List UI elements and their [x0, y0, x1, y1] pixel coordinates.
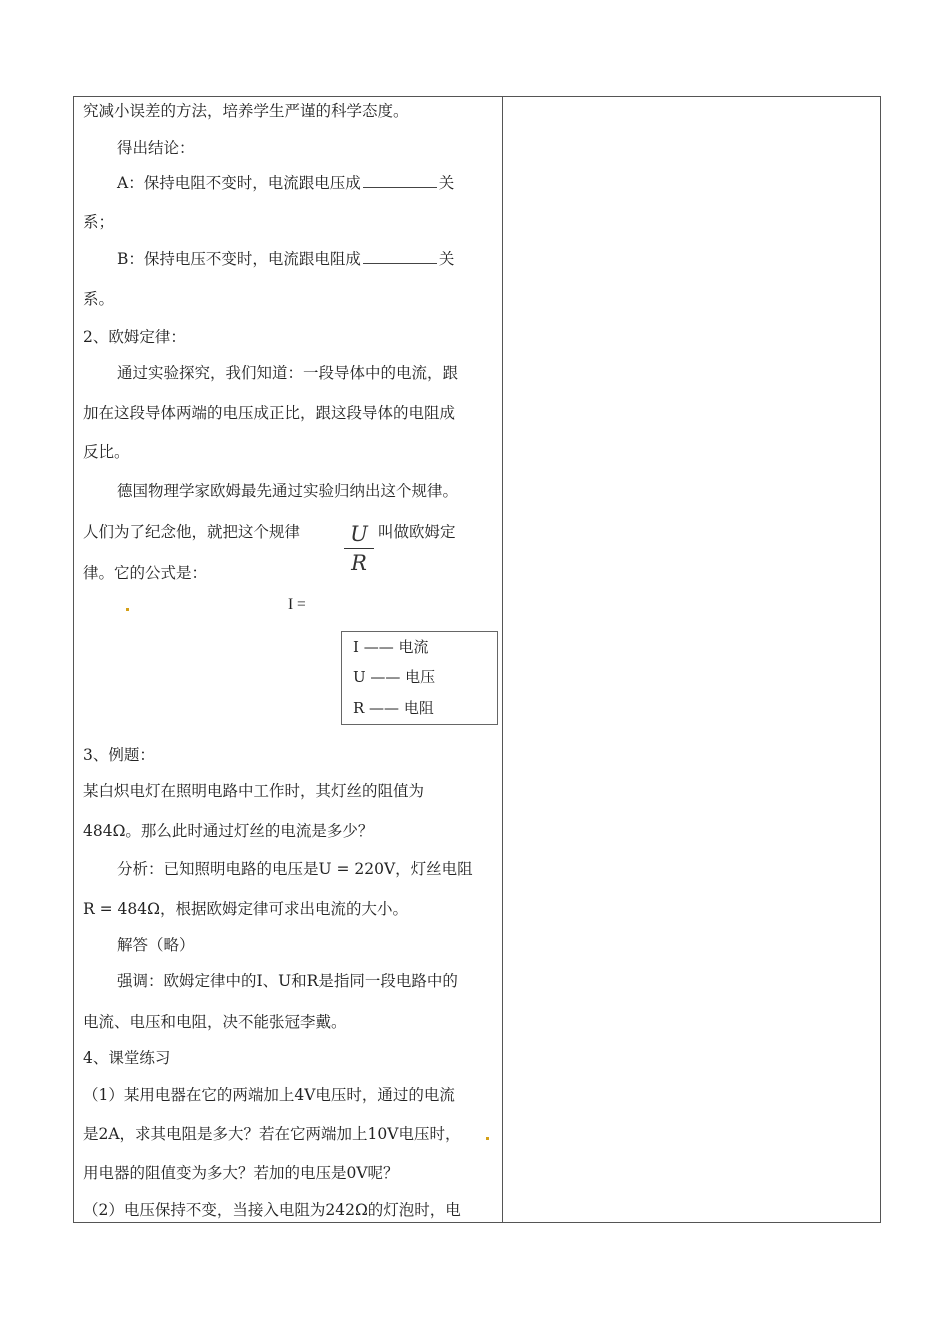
text-line: 系。 — [83, 290, 115, 308]
formula-lhs: I = — [288, 596, 306, 613]
fraction-bar — [344, 548, 374, 549]
fill-blank[interactable] — [363, 173, 437, 188]
section-heading: 4、课堂练习 — [83, 1049, 171, 1067]
text-line: 484Ω。那么此时通过灯丝的电流是多少？ — [83, 822, 374, 840]
text-line: 强调：欧姆定律中的I、U和R是指同一段电路中的 — [117, 972, 458, 990]
symbol-legend-box — [341, 631, 498, 725]
text-line: 用电器的阻值变为多大？若加的电压是0V呢？ — [83, 1164, 399, 1182]
formula-numerator: U — [350, 522, 368, 546]
text-line: 系； — [83, 213, 115, 231]
lesson-table — [73, 96, 881, 1223]
text-line: 反比。 — [83, 443, 130, 461]
text-line: 是2A，求其电阻是多大？若在它两端加上10V电压时， — [83, 1125, 461, 1143]
text-line: （1）某用电器在它的两端加上4V电压时，通过的电流 — [83, 1086, 455, 1104]
text-line: R = 484Ω，根据欧姆定律可求出电流的大小。 — [83, 900, 408, 918]
text-line: 分析：已知照明电路的电压是U = 220V，灯丝电阻 — [117, 860, 473, 878]
fill-blank[interactable] — [363, 249, 437, 264]
legend-voltage: U —— 电压 — [353, 668, 436, 686]
formula-denominator: R — [351, 551, 367, 575]
text-line: 某白炽电灯在照明电路中工作时，其灯丝的阻值为 — [83, 782, 425, 800]
legend-current: I —— 电流 — [353, 638, 429, 656]
text-line: （2）电压保持不变，当接入电阻为242Ω的灯泡时，电 — [83, 1201, 461, 1219]
marker-dot — [126, 608, 129, 611]
column-divider — [502, 97, 503, 1222]
text-line: 人们为了纪念他，就把这个规律 — [83, 523, 301, 541]
text-line: 加在这段导体两端的电压成正比，跟这段导体的电阻成 — [83, 404, 456, 422]
text-line: 德国物理学家欧姆最先通过实验归纳出这个规律。 — [117, 482, 459, 500]
marker-dot — [486, 1137, 489, 1140]
section-heading: 3、例题： — [83, 746, 155, 764]
text-line: 究减小误差的方法，培养学生严谨的科学态度。 — [83, 102, 409, 120]
conclusion-b: B：保持电压不变时，电流跟电阻成 关 — [117, 250, 455, 268]
legend-resistance: R —— 电阻 — [353, 699, 434, 717]
text-line: 通过实验探究，我们知道：一段导体中的电流，跟 — [117, 364, 459, 382]
text-line: 律。它的公式是： — [83, 564, 208, 582]
text-line: 电流、电压和电阻，决不能张冠李戴。 — [83, 1013, 347, 1031]
text-line: 解答（略） — [117, 936, 195, 954]
text-line: 得出结论： — [117, 139, 195, 157]
conclusion-a: A：保持电阻不变时，电流跟电压成 关 — [117, 174, 455, 192]
section-heading: 2、欧姆定律： — [83, 328, 186, 346]
text-line: 叫做欧姆定 — [378, 523, 456, 541]
ohm-formula-fraction — [344, 522, 374, 575]
